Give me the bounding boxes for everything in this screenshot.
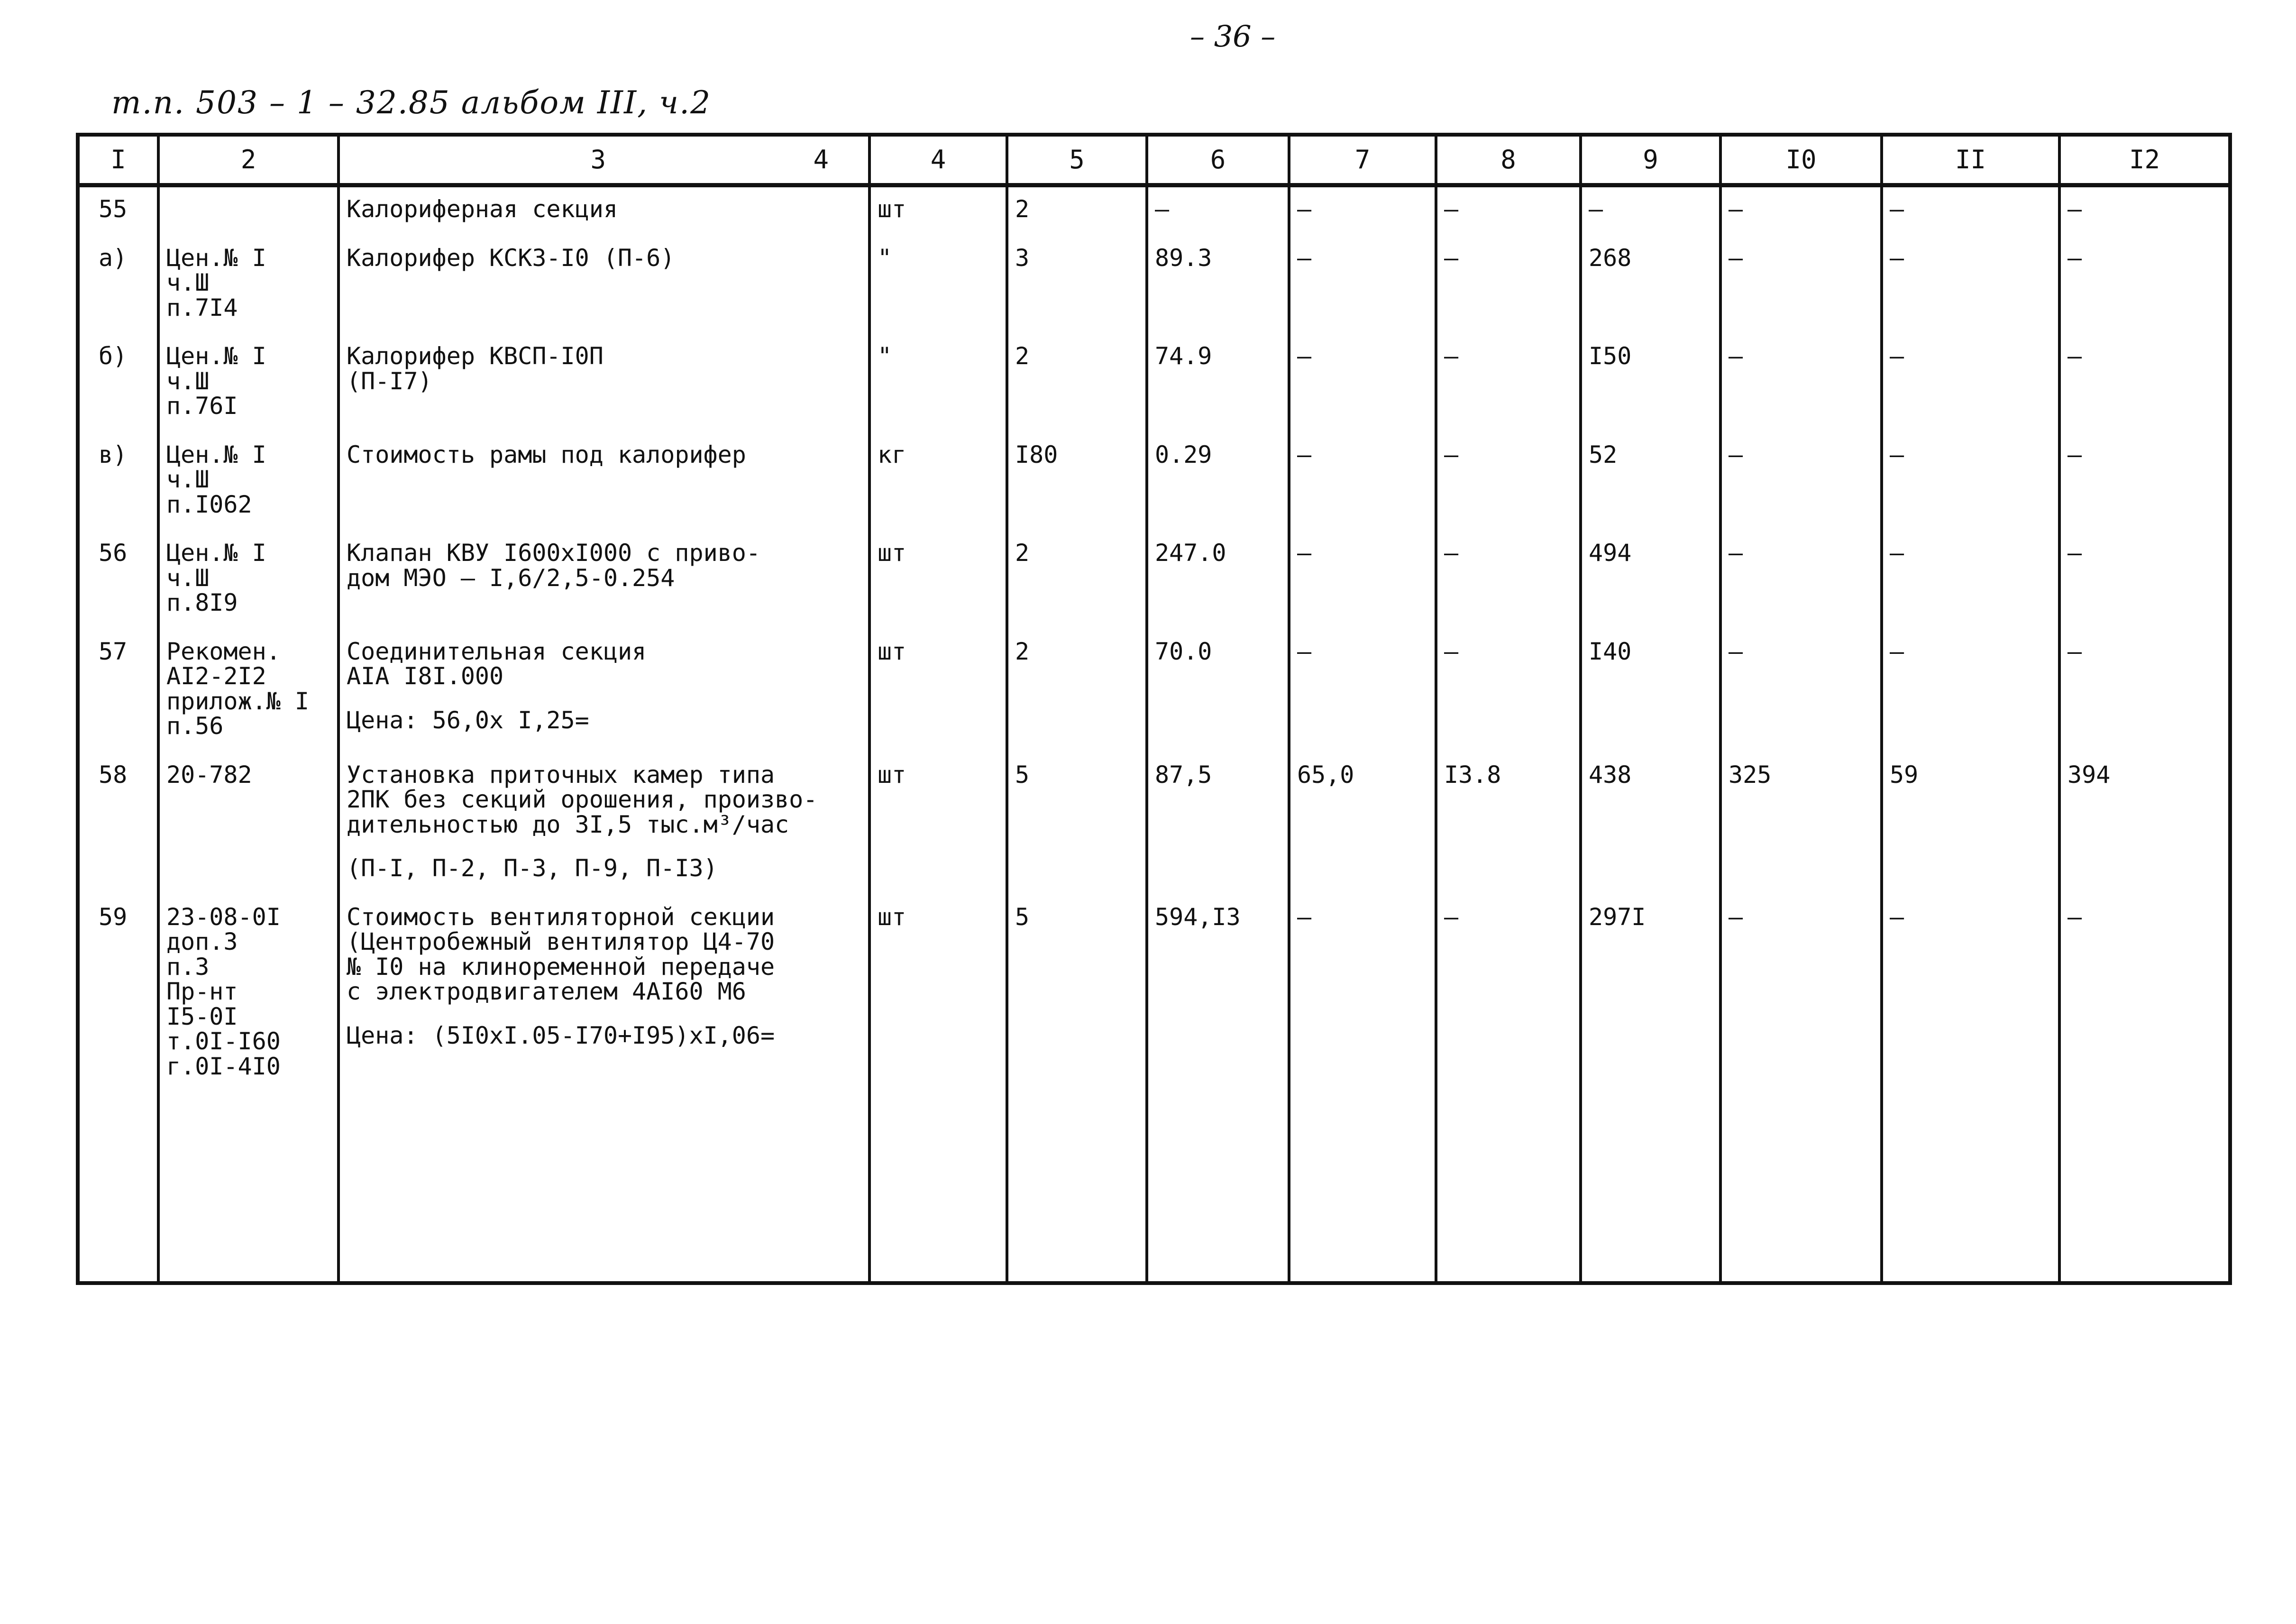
cell-name bbox=[338, 334, 869, 433]
column-header: 8 bbox=[1436, 135, 1581, 185]
cell-text: кг bbox=[878, 440, 906, 468]
cell-text: 20-782 bbox=[166, 761, 252, 789]
column-header-split bbox=[338, 135, 869, 185]
cell-v9 bbox=[1581, 753, 1720, 895]
cell-text: – bbox=[1444, 342, 1459, 370]
cell-qty bbox=[1007, 236, 1147, 335]
cell-src bbox=[158, 433, 338, 532]
cell-text: Цен.№ I ч.Ш п.8I9 bbox=[166, 539, 266, 616]
cell-v11 bbox=[1882, 531, 2059, 630]
column-header: 4 bbox=[869, 135, 1007, 185]
cell-text: Цен.№ I ч.Ш п.7I4 bbox=[166, 244, 266, 321]
cell-qty bbox=[1007, 630, 1147, 753]
cell-text: 5 bbox=[1015, 903, 1030, 931]
document-reference: т.п. 503 – 1 – 32.85 альбом III, ч.2 bbox=[111, 84, 712, 121]
column-header: 4 bbox=[813, 144, 829, 174]
cell-text: – bbox=[1729, 342, 1743, 370]
cell-unit bbox=[869, 334, 1007, 433]
cell-text: – bbox=[1890, 342, 1904, 370]
cell-text: шт bbox=[878, 761, 906, 789]
cell-text: 87,5 bbox=[1155, 761, 1212, 789]
cell-v7 bbox=[1289, 531, 1436, 630]
empty-cell bbox=[1581, 1093, 1720, 1283]
cell-text: I80 bbox=[1015, 440, 1058, 468]
cell-v7 bbox=[1289, 433, 1436, 532]
cell-text: б) bbox=[99, 342, 128, 370]
cell-text: 594,I3 bbox=[1155, 903, 1241, 931]
cell-text: – bbox=[1729, 195, 1743, 223]
cell-name bbox=[338, 236, 869, 335]
table-row bbox=[78, 334, 2230, 433]
cell-text: Калориферная секция bbox=[347, 195, 618, 223]
column-header: I2 bbox=[2059, 135, 2230, 185]
cell-v10 bbox=[1720, 236, 1882, 335]
cell-text: 59 bbox=[99, 903, 128, 931]
cell-text: 2 bbox=[1015, 342, 1030, 370]
cell-text: 297I bbox=[1589, 903, 1646, 931]
cell-v9 bbox=[1581, 433, 1720, 532]
cell-price bbox=[1147, 236, 1289, 335]
cell-v10 bbox=[1720, 334, 1882, 433]
cell-v9 bbox=[1581, 531, 1720, 630]
cell-text: 438 bbox=[1589, 761, 1632, 789]
cell-v8 bbox=[1436, 433, 1581, 532]
cell-text: – bbox=[1444, 195, 1459, 223]
table-row bbox=[78, 895, 2230, 1093]
empty-cell bbox=[78, 1093, 158, 1283]
cell-text: 58 bbox=[99, 761, 128, 789]
cell-num bbox=[78, 334, 158, 433]
column-header: 9 bbox=[1581, 135, 1720, 185]
cell-v8 bbox=[1436, 630, 1581, 753]
cell-v12 bbox=[2059, 334, 2230, 433]
cell-text: – bbox=[1444, 903, 1459, 931]
cell-qty bbox=[1007, 185, 1147, 236]
cell-text: – bbox=[1297, 440, 1312, 468]
cell-src bbox=[158, 185, 338, 236]
cell-num bbox=[78, 433, 158, 532]
cell-text: " bbox=[878, 244, 892, 272]
cell-text: шт bbox=[878, 637, 906, 665]
cell-v8 bbox=[1436, 334, 1581, 433]
cell-text: – bbox=[2067, 342, 2082, 370]
empty-cell bbox=[158, 1093, 338, 1283]
empty-cell bbox=[2059, 1093, 2230, 1283]
cell-text: Рекомен. АI2-2I2 прилож.№ I п.56 bbox=[166, 637, 310, 740]
price-note: Цена: (5I0хI.05-I70+I95)хI,06= bbox=[347, 1021, 775, 1049]
cell-v12 bbox=[2059, 753, 2230, 895]
cell-text: 325 bbox=[1729, 761, 1772, 789]
cell-text: 57 bbox=[99, 637, 128, 665]
cell-v8 bbox=[1436, 753, 1581, 895]
column-header: 3 bbox=[590, 144, 606, 174]
cell-price bbox=[1147, 433, 1289, 532]
cell-text: – bbox=[1890, 539, 1904, 567]
cell-v10 bbox=[1720, 185, 1882, 236]
cell-name bbox=[338, 753, 869, 895]
cell-unit bbox=[869, 753, 1007, 895]
cell-text: – bbox=[1890, 195, 1904, 223]
cell-text: – bbox=[2067, 539, 2082, 567]
cell-text: – bbox=[1890, 244, 1904, 272]
cell-v7 bbox=[1289, 334, 1436, 433]
cell-num bbox=[78, 895, 158, 1093]
cell-v11 bbox=[1882, 630, 2059, 753]
cell-v7 bbox=[1289, 185, 1436, 236]
cell-src bbox=[158, 531, 338, 630]
empty-cell bbox=[1289, 1093, 1436, 1283]
cell-text: I40 bbox=[1589, 637, 1632, 665]
cell-text: 494 bbox=[1589, 539, 1632, 567]
cell-unit bbox=[869, 185, 1007, 236]
cell-text: 70.0 bbox=[1155, 637, 1212, 665]
cell-v9 bbox=[1581, 895, 1720, 1093]
column-header: I0 bbox=[1720, 135, 1882, 185]
cell-src bbox=[158, 236, 338, 335]
table-row bbox=[78, 630, 2230, 753]
price-note: Цена: 56,0х I,25= bbox=[347, 706, 589, 734]
cell-text: I3.8 bbox=[1444, 761, 1501, 789]
cell-text: – bbox=[1444, 539, 1459, 567]
cell-text: 2 bbox=[1015, 539, 1030, 567]
cell-v12 bbox=[2059, 531, 2230, 630]
cell-text: – bbox=[1729, 244, 1743, 272]
cell-v11 bbox=[1882, 753, 2059, 895]
cell-text: – bbox=[1297, 539, 1312, 567]
cell-text: " bbox=[878, 342, 892, 370]
cell-qty bbox=[1007, 895, 1147, 1093]
cell-qty bbox=[1007, 753, 1147, 895]
cell-v12 bbox=[2059, 185, 2230, 236]
cell-v12 bbox=[2059, 630, 2230, 753]
cell-price bbox=[1147, 334, 1289, 433]
cell-name bbox=[338, 630, 869, 753]
table-row bbox=[78, 236, 2230, 335]
cell-text: 59 bbox=[1890, 761, 1919, 789]
cell-num bbox=[78, 185, 158, 236]
cell-text: 74.9 bbox=[1155, 342, 1212, 370]
cell-unit bbox=[869, 895, 1007, 1093]
cell-v12 bbox=[2059, 236, 2230, 335]
cell-text: – bbox=[1297, 244, 1312, 272]
cell-v11 bbox=[1882, 236, 2059, 335]
cell-text: а) bbox=[99, 244, 128, 272]
cell-text: – bbox=[2067, 637, 2082, 665]
specification-table bbox=[76, 133, 2232, 1285]
cell-text: 394 bbox=[2067, 761, 2111, 789]
cell-text: – bbox=[1890, 637, 1904, 665]
cell-price bbox=[1147, 531, 1289, 630]
cell-text: 23-08-0I доп.3 п.3 Пр-нт I5-0I т.0I-I60 г.0I-4I0 bbox=[166, 903, 281, 1080]
cell-text: 55 bbox=[99, 195, 128, 223]
column-header: 6 bbox=[1147, 135, 1289, 185]
empty-cell bbox=[338, 1093, 869, 1283]
cell-text: – bbox=[1297, 903, 1312, 931]
cell-v9 bbox=[1581, 236, 1720, 335]
cell-v9 bbox=[1581, 334, 1720, 433]
cell-v10 bbox=[1720, 630, 1882, 753]
cell-unit bbox=[869, 630, 1007, 753]
empty-cell bbox=[869, 1093, 1007, 1283]
cell-src bbox=[158, 630, 338, 753]
cell-v12 bbox=[2059, 433, 2230, 532]
cell-text: Клапан КВУ I600хI000 с приво- дом МЭО – I,6/2,5-0.254 bbox=[347, 539, 760, 592]
cell-text: – bbox=[1890, 903, 1904, 931]
empty-cell bbox=[1436, 1093, 1581, 1283]
cell-v7 bbox=[1289, 895, 1436, 1093]
cell-v12 bbox=[2059, 895, 2230, 1093]
cell-text: 52 bbox=[1589, 440, 1618, 468]
empty-cell bbox=[1882, 1093, 2059, 1283]
cell-text: – bbox=[1729, 637, 1743, 665]
cell-text: Калорифер КСКЗ-I0 (П-6) bbox=[347, 244, 675, 272]
column-header: 5 bbox=[1007, 135, 1147, 185]
cell-text: – bbox=[1729, 440, 1743, 468]
cell-v9 bbox=[1581, 185, 1720, 236]
cell-text: шт bbox=[878, 539, 906, 567]
cell-text: Соединительная секция АIА I8I.000 bbox=[347, 637, 647, 690]
cell-text: 5 bbox=[1015, 761, 1030, 789]
cell-v11 bbox=[1882, 895, 2059, 1093]
cell-text: 268 bbox=[1589, 244, 1632, 272]
cell-text: – bbox=[2067, 244, 2082, 272]
table-row bbox=[78, 433, 2230, 532]
cell-text: – bbox=[1890, 440, 1904, 468]
cell-text: – bbox=[1729, 539, 1743, 567]
price-note: (П-I, П-2, П-3, П-9, П-I3) bbox=[347, 854, 718, 882]
cell-src bbox=[158, 753, 338, 895]
empty-cell bbox=[1720, 1093, 1882, 1283]
cell-num bbox=[78, 630, 158, 753]
cell-v11 bbox=[1882, 334, 2059, 433]
cell-price bbox=[1147, 753, 1289, 895]
cell-unit bbox=[869, 236, 1007, 335]
empty-cell bbox=[1147, 1093, 1289, 1283]
cell-price bbox=[1147, 185, 1289, 236]
cell-text: – bbox=[1297, 637, 1312, 665]
cell-qty bbox=[1007, 334, 1147, 433]
cell-text: шт bbox=[878, 195, 906, 223]
cell-text: Калорифер КВСП-I0П (П-I7) bbox=[347, 342, 604, 395]
cell-v7 bbox=[1289, 236, 1436, 335]
cell-text: Стоимость рамы под калорифер bbox=[347, 440, 746, 468]
cell-v7 bbox=[1289, 630, 1436, 753]
page-number: – 36 – bbox=[1190, 19, 1276, 54]
cell-text: – bbox=[2067, 903, 2082, 931]
table-body bbox=[78, 185, 2230, 1284]
cell-text: 2 bbox=[1015, 637, 1030, 665]
table-row bbox=[78, 753, 2230, 895]
cell-v10 bbox=[1720, 531, 1882, 630]
cell-text: Установка приточных камер типа 2ПК без секций орошения, произво- дительностью до 3I,5 тыс.м³/час bbox=[347, 761, 818, 838]
cell-v8 bbox=[1436, 531, 1581, 630]
empty-cell bbox=[1007, 1093, 1147, 1283]
cell-name bbox=[338, 531, 869, 630]
cell-text: в) bbox=[99, 440, 128, 468]
cell-num bbox=[78, 236, 158, 335]
column-header: II bbox=[1882, 135, 2059, 185]
cell-price bbox=[1147, 895, 1289, 1093]
cell-num bbox=[78, 753, 158, 895]
cell-text: – bbox=[1729, 903, 1743, 931]
filler-row bbox=[78, 1093, 2230, 1283]
column-header: I bbox=[78, 135, 158, 185]
cell-qty bbox=[1007, 531, 1147, 630]
cell-v11 bbox=[1882, 433, 2059, 532]
cell-text: 3 bbox=[1015, 244, 1030, 272]
cell-unit bbox=[869, 531, 1007, 630]
cell-name bbox=[338, 895, 869, 1093]
cell-text: 2 bbox=[1015, 195, 1030, 223]
cell-v8 bbox=[1436, 236, 1581, 335]
cell-unit bbox=[869, 433, 1007, 532]
cell-name bbox=[338, 433, 869, 532]
cell-price bbox=[1147, 630, 1289, 753]
cell-v8 bbox=[1436, 185, 1581, 236]
cell-src bbox=[158, 334, 338, 433]
cell-v8 bbox=[1436, 895, 1581, 1093]
cell-v9 bbox=[1581, 630, 1720, 753]
cell-num bbox=[78, 531, 158, 630]
column-header: 2 bbox=[158, 135, 338, 185]
cell-text: – bbox=[1444, 637, 1459, 665]
cell-text: 89.3 bbox=[1155, 244, 1212, 272]
cell-text: – bbox=[1155, 195, 1170, 223]
cell-text: 0.29 bbox=[1155, 440, 1212, 468]
cell-text: – bbox=[2067, 195, 2082, 223]
cell-src bbox=[158, 895, 338, 1093]
cell-name bbox=[338, 185, 869, 236]
cell-v10 bbox=[1720, 433, 1882, 532]
header-row bbox=[78, 135, 2230, 185]
cell-text: шт bbox=[878, 903, 906, 931]
cell-text: Стоимость вентиляторной секции (Центробежный вентилятор Ц4-70 № I0 на клиноременной передаче с электродвигателем 4АI60 М6 bbox=[347, 903, 775, 1005]
cell-text: – bbox=[1589, 195, 1603, 223]
cell-text: 56 bbox=[99, 539, 128, 567]
cell-text: 247.0 bbox=[1155, 539, 1226, 567]
table-row bbox=[78, 185, 2230, 236]
cell-text: Цен.№ I ч.Ш п.I062 bbox=[166, 440, 266, 518]
cell-v10 bbox=[1720, 753, 1882, 895]
table-row bbox=[78, 531, 2230, 630]
cell-v7 bbox=[1289, 753, 1436, 895]
cell-text: – bbox=[2067, 440, 2082, 468]
column-header: 7 bbox=[1289, 135, 1436, 185]
cell-v10 bbox=[1720, 895, 1882, 1093]
cell-text: – bbox=[1297, 195, 1312, 223]
cell-text: – bbox=[1444, 440, 1459, 468]
cell-text: – bbox=[1444, 244, 1459, 272]
cell-text: – bbox=[1297, 342, 1312, 370]
cell-text: Цен.№ I ч.Ш п.76I bbox=[166, 342, 266, 420]
cell-v11 bbox=[1882, 185, 2059, 236]
cell-text: 65,0 bbox=[1297, 761, 1354, 789]
cell-text: I50 bbox=[1589, 342, 1632, 370]
cell-qty bbox=[1007, 433, 1147, 532]
